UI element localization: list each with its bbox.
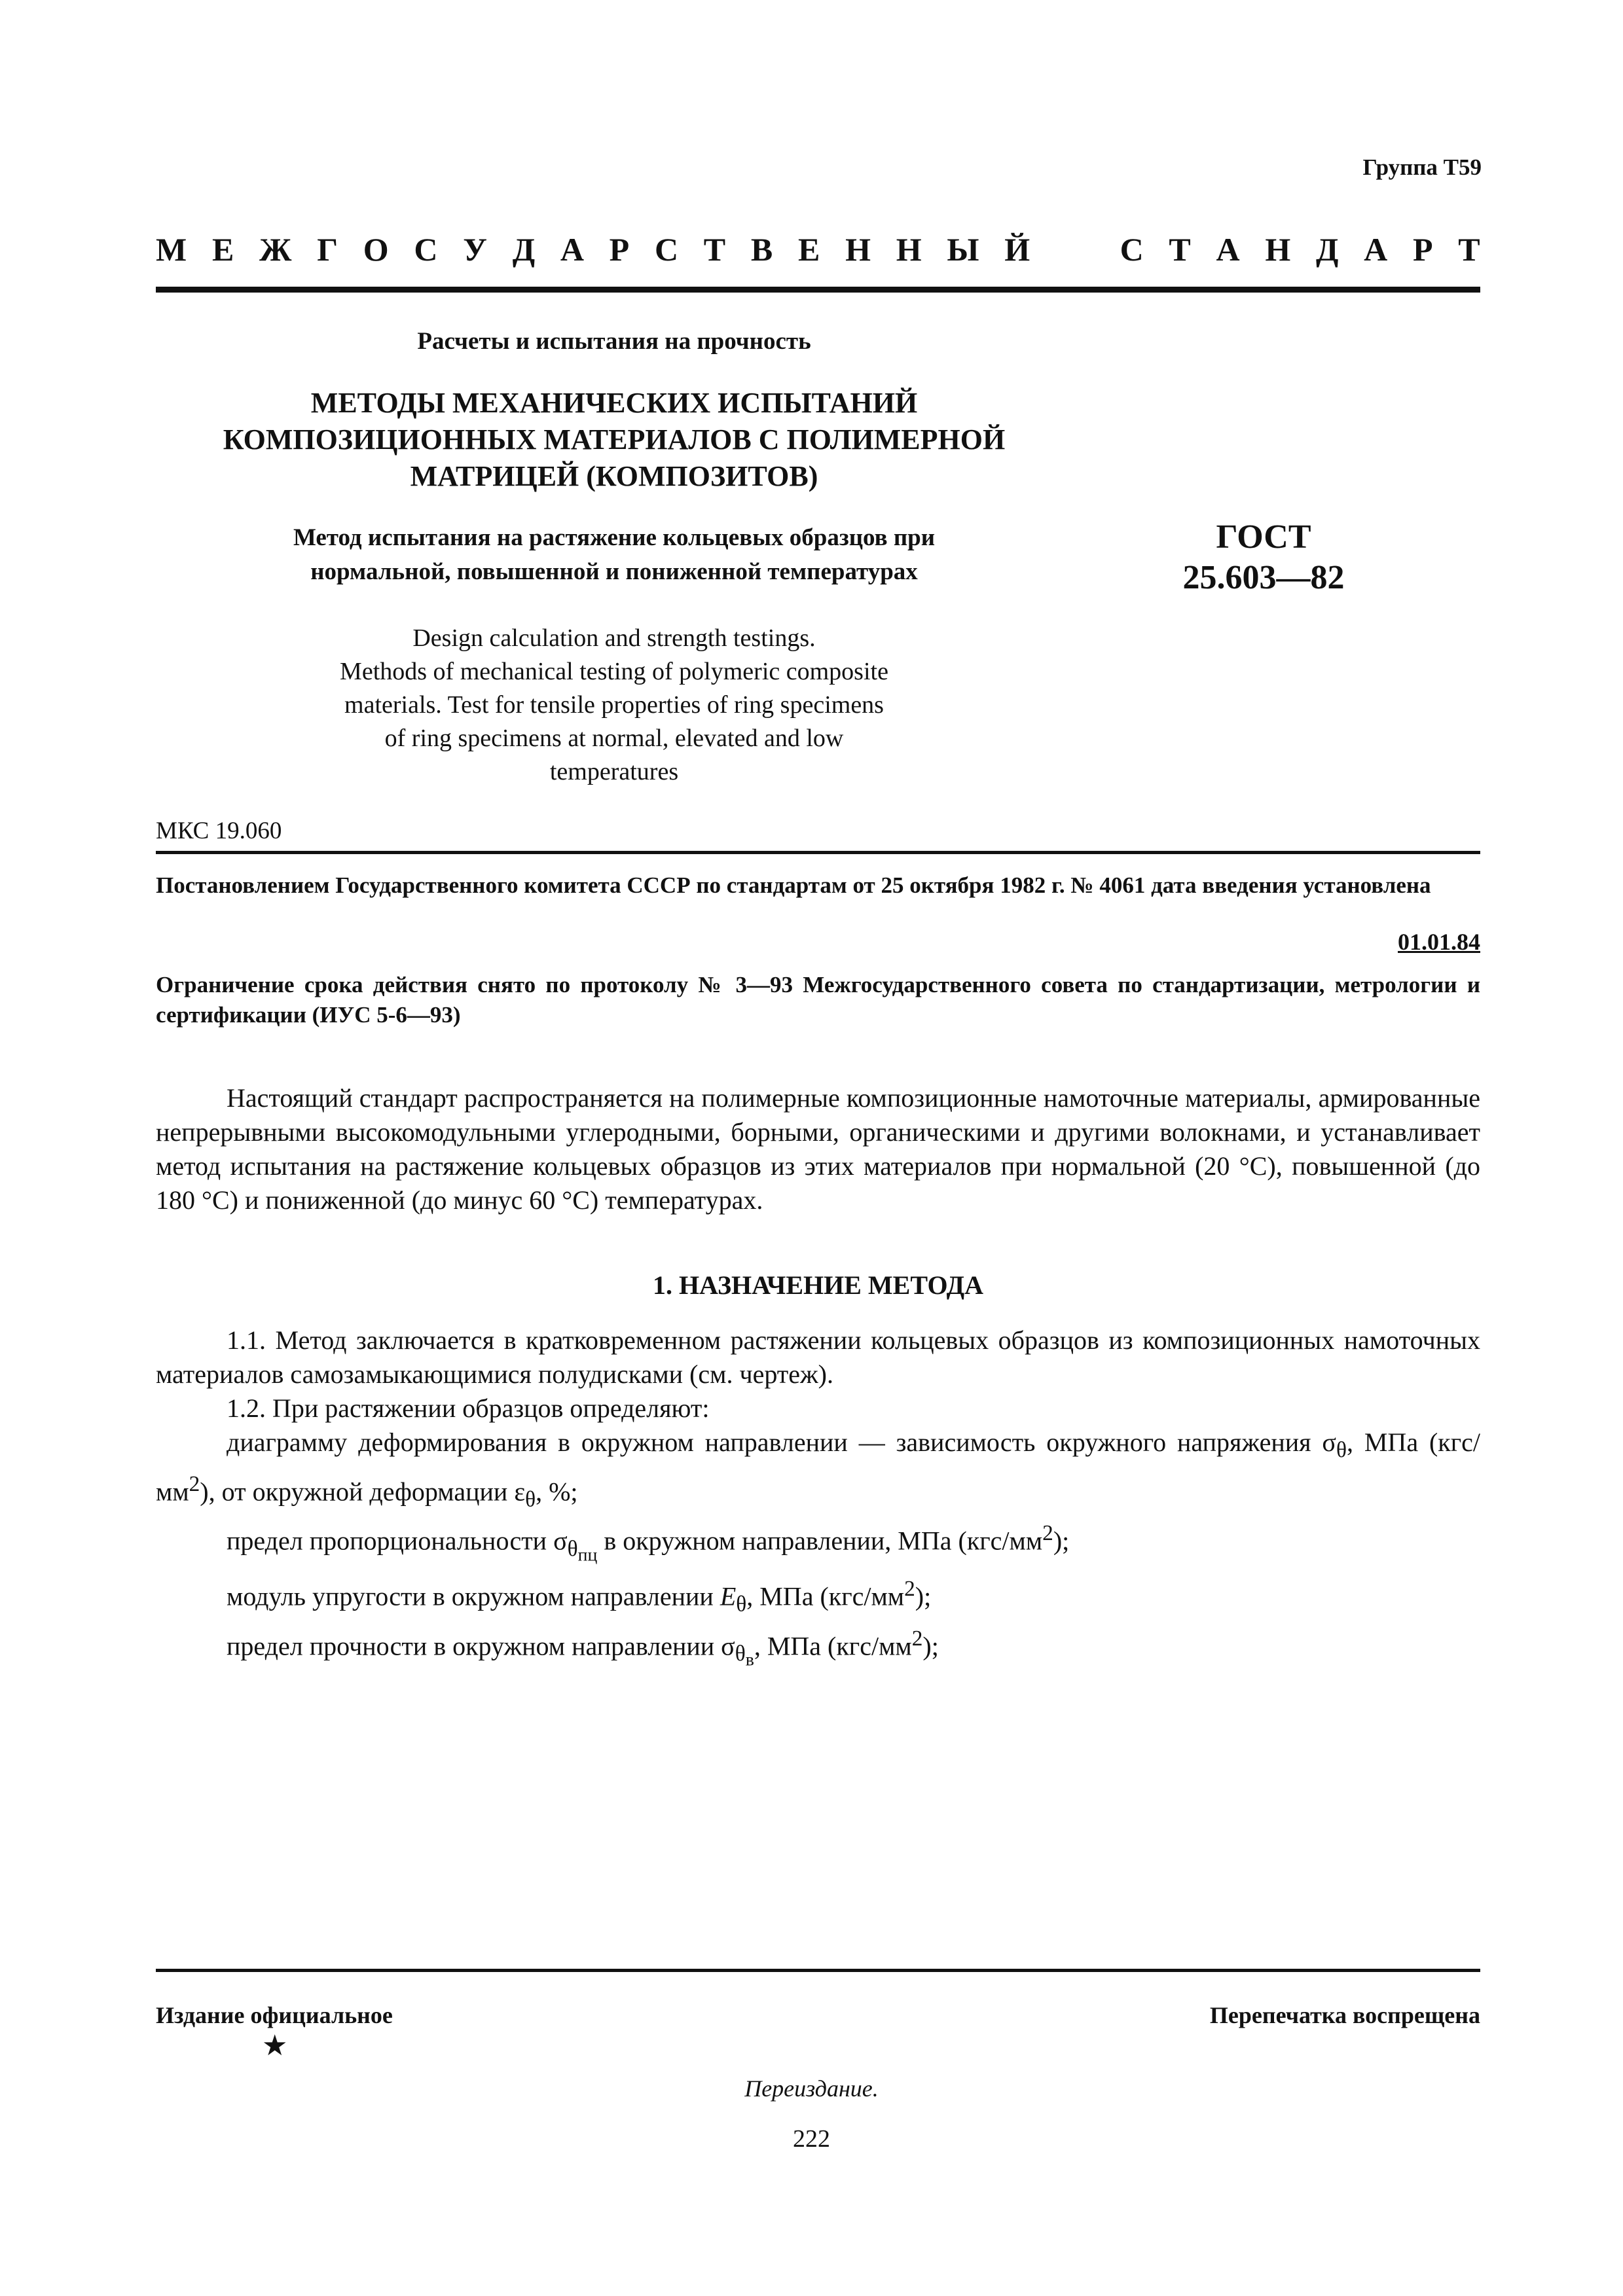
clause-1-2: 1.2. При растяжении образцов определяют: <box>227 1393 710 1423</box>
header-rule <box>156 287 1480 293</box>
section-1-body <box>156 1323 1480 1677</box>
limitation-note: Ограничение срока действия снято по протоколу № 3—93 Межгосударственного совета по стандартизации, метрологии и сертификации (ИУС 5-6—93) <box>156 972 1480 1028</box>
banner-letter: С <box>1120 231 1144 268</box>
list-item-strength-limit: предел прочности в окружном направлении $\sigma_{\theta_в}$, МПа $(кгс/мм^2)$; <box>227 1626 939 1670</box>
banner-letter: А <box>1364 231 1388 268</box>
star-icon: ★ <box>262 2030 288 2062</box>
banner-letter: Р <box>609 231 630 268</box>
banner-letter: Е <box>211 231 234 268</box>
english-line: Design calculation and strength testings. <box>412 624 816 652</box>
footer-rule <box>156 1969 1480 1972</box>
subject-heading: Расчеты и испытания на прочность <box>417 328 811 355</box>
banner-letter: Н <box>845 231 871 268</box>
banner-letter: В <box>750 231 773 268</box>
intro-paragraph: Настоящий стандарт распространяется на полимерные композиционные намоточные материалы, армированные непрерывными высокомодульными углеродными, борными, органическими и другими волокнами, и устанавливает метод испытания на растяжение кольцевых образцов из этих материалов при нормальной (20 °С), повышенной (до 180 °С) и пониженной (до минус 60 °С) температурах. <box>156 1083 1480 1215</box>
method-line: Метод испытания на растяжение кольцевых образцов при <box>293 524 936 551</box>
official-edition-label: Издание официальное <box>156 2002 393 2028</box>
reprint-prohibited-label: Перепечатка воспрещена <box>1209 2002 1480 2028</box>
list-item-proportional-limit: предел пропорциональности $\sigma_{\theta_{пц}}$ в окружном направлении, МПа $(кгс/мм^2)$; <box>227 1521 1070 1566</box>
banner-letter: Т <box>1458 231 1480 268</box>
banner-letter: Р <box>1412 231 1433 268</box>
english-line: of ring specimens at normal, elevated and low <box>384 725 844 752</box>
method-subtitle <box>156 521 1072 589</box>
clause-1-1: 1.1. Метод заключается в кратковременном растяжении кольцевых образцов из композиционных намоточных материалов самозамыкающимися полудисками (см. чертеж). <box>156 1325 1480 1389</box>
banner-letter: Т <box>1169 231 1191 268</box>
banner-gap <box>1055 230 1095 268</box>
banner-letter: Д <box>512 231 536 268</box>
method-line: нормальной, повышенной и пониженной температурах <box>310 558 918 585</box>
document-title <box>156 385 1072 495</box>
title-line: МЕТОДЫ МЕХАНИЧЕСКИХ ИСПЫТАНИЙ <box>310 387 918 419</box>
reissue-note: Переиздание. <box>744 2075 879 2102</box>
list-item-diagram: диаграмму деформирования в окружном направлении — зависимость окружного напряжения $\sigma_\theta$, МПа $(кгс/мм^2)$, от окружной деформации $\varepsilon_\theta$, %; <box>156 1427 1481 1512</box>
page-number: 222 <box>793 2125 830 2153</box>
title-line: МАТРИЦЕЙ (КОМПОЗИТОВ) <box>410 460 818 492</box>
mks-code: МКС 19.060 <box>156 817 282 844</box>
title-line: КОМПОЗИЦИОННЫХ МАТЕРИАЛОВ С ПОЛИМЕРНОЙ <box>223 423 1006 456</box>
banner-letter: М <box>156 231 187 268</box>
banner-letter: А <box>560 231 584 268</box>
list-item-elastic-modulus: модуль упругости в окружном направлении $E_\theta$, МПа $(кгс/мм^2)$; <box>227 1577 932 1617</box>
gost-number: 25.603—82 <box>1182 559 1345 596</box>
standard-banner <box>156 230 1480 268</box>
english-line: materials. Test for tensile properties of ring specimens <box>344 691 884 719</box>
banner-letter: У <box>463 231 487 268</box>
group-label: Группа Т59 <box>1362 154 1482 180</box>
banner-letter: Д <box>1316 231 1339 268</box>
banner-letter: А <box>1216 231 1240 268</box>
introduction-date: 01.01.84 <box>1398 929 1480 955</box>
section-1-title: 1. НАЗНАЧЕНИЕ МЕТОДА <box>652 1270 984 1300</box>
banner-letter: Ж <box>259 231 292 268</box>
banner-letter: Ы <box>947 231 979 268</box>
banner-letter: Н <box>896 231 922 268</box>
english-title <box>156 622 1072 789</box>
english-line: temperatures <box>549 758 679 785</box>
banner-letter: О <box>363 231 389 268</box>
gost-designation <box>1080 517 1447 598</box>
banner-letter: Г <box>317 231 338 268</box>
banner-letter: Н <box>1265 231 1291 268</box>
banner-letter: Е <box>797 231 820 268</box>
english-line: Methods of mechanical testing of polymeric composite <box>340 658 888 685</box>
banner-letter: С <box>654 231 679 268</box>
mks-rule <box>156 851 1480 854</box>
banner-letter: Т <box>703 231 726 268</box>
gost-label: ГОСТ <box>1216 518 1311 556</box>
banner-letter: Й <box>1004 231 1030 268</box>
decree-note: Постановлением Государственного комитета СССР по стандартам от 25 октября 1982 г. № 4061 дата введения установлена <box>156 872 1431 898</box>
banner-letter: С <box>414 231 438 268</box>
